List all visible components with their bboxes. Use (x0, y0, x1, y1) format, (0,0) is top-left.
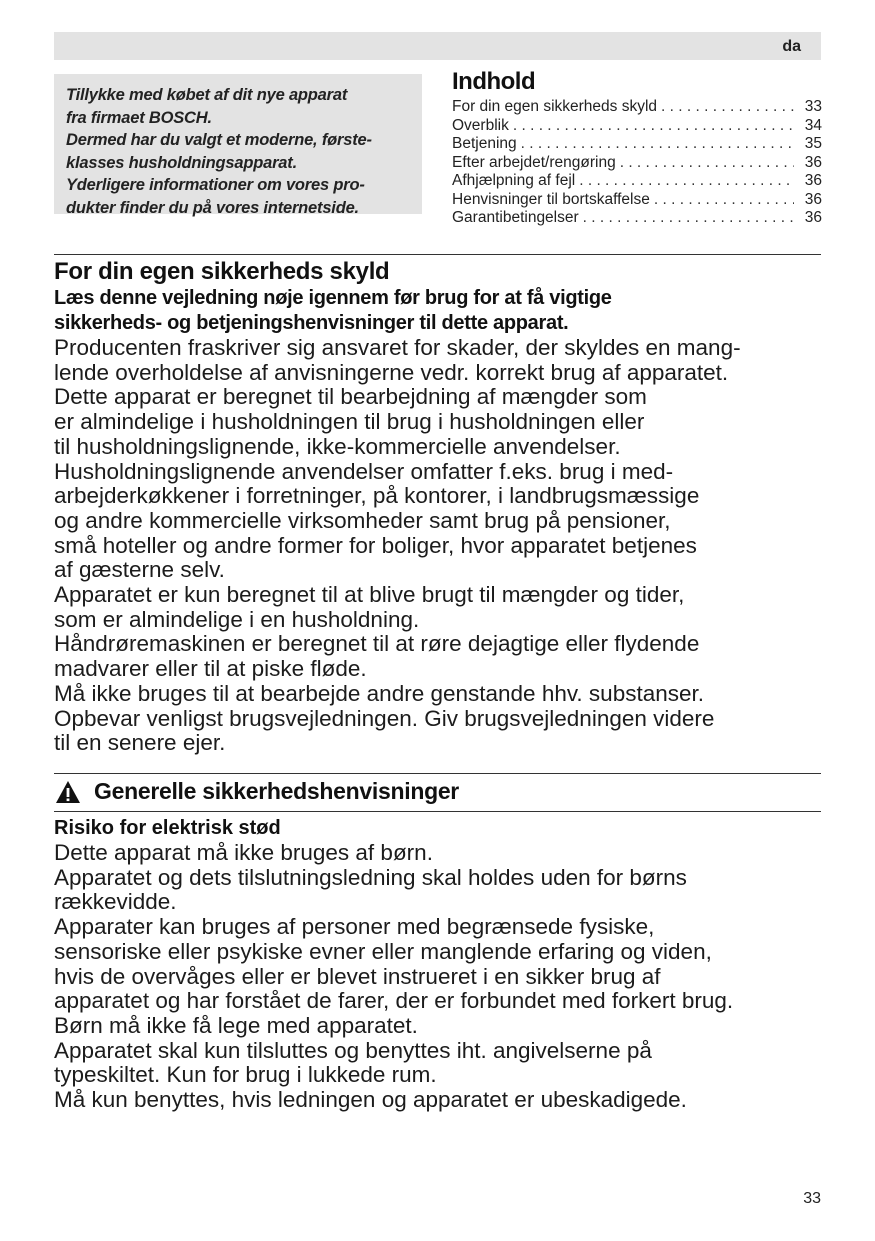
toc-entry-page: 34 (804, 116, 822, 134)
safety-body: Producenten fraskriver sig ansvaret for skader, der skyldes en mang- lende overholdelse af anvisningerne vedr. korrekt brug af apparatet. Dette apparat er beregnet til bearbejdning af mængder som er almindelige i husholdningen til brug i husholdningen eller til husholdningslignende, ikke-kommercielle anvendelser. Husholdningslignende anvendelser omfatter f.eks. brug i med- arbejderkøkkener i forretninger, på kontorer, i landbrugsmæssige og andre kommercielle virksomheder samt brug på pensioner, små hoteller og andre former for boliger, hvor apparatet betjenes af gæsterne selv. Apparatet er kun beregnet til at blive brugt til mængder og tider, som er almindelige i en husholdning. Håndrøremaskinen er beregnet til at røre dejagtige eller flydende madvarer eller til at piske fløde. Må ikke bruges til at bearbejde andre genstande hhv. substanser. Opbevar venligst brugsvejledningen. Giv brugsvejledningen videre til en senere ejer. (54, 335, 741, 756)
section-heading: For din egen sikkerheds skyld (54, 258, 390, 285)
toc-title: Indhold (452, 68, 536, 95)
section-divider (54, 773, 821, 774)
toc-entry-page: 35 (804, 135, 822, 152)
section-divider (54, 811, 821, 812)
general-body: Dette apparat må ikke bruges af børn. Apparatet og dets tilslutningsledning skal holdes uden for børns rækkevidde. Apparater kan bruges af personer med begrænsede fysiske, sensoriske eller psykiske evner eller manglende erfaring og viden, hvis de overvåges eller er blevet instrueret i en sikker brug af apparatet og har forstået de farer, der er forbundet med forkert brug. Børn må ikke få lege med apparatet. Apparatet skal kun tilsluttes og benyttes iht. angivelserne på typeskiltet. Kun for brug i lukkede rum. Må kun benyttes, hvis ledningen og apparatet er ubeskadigede. (54, 840, 734, 1113)
toc-entry-page: 33 (804, 98, 822, 115)
toc-entry[interactable] (452, 135, 822, 154)
general-safety-heading (54, 778, 459, 805)
sub-heading: Risiko for elektrisk stød (54, 817, 281, 839)
general-heading-text: Generelle sikkerhedshenvisninger (94, 778, 459, 804)
toc-entry[interactable] (452, 172, 822, 191)
section-divider (54, 254, 821, 255)
toc-entry-title: Overblik (452, 116, 509, 134)
page-number: 33 (803, 1190, 821, 1207)
toc-entry[interactable] (452, 117, 822, 136)
language-bar (54, 32, 821, 60)
welcome-text: Tillykke med købet af dit nye apparat fra firmaet BOSCH. Dermed har du valgt et moderne, første- klasses husholdningsapparat. Yderligere informationer om vores pro- dukter finder du på vores internetside. (66, 86, 372, 217)
warning-triangle-icon (54, 779, 82, 805)
safety-lead: Læs denne vejledning nøje igennem før brug for at få vigtige sikkerheds- og betjeningshenvisninger til dette apparat. (54, 287, 612, 334)
toc-entry-title: Betjening (452, 135, 517, 152)
language-code: da (782, 38, 801, 55)
toc-entry-title: Efter arbejdet/rengøring (452, 153, 616, 171)
welcome-box (54, 74, 422, 217)
toc-entry-page: 36 (804, 153, 822, 171)
toc-entry[interactable] (452, 154, 822, 173)
toc-entry-page: 36 (804, 209, 822, 226)
safety-section (54, 258, 829, 756)
table-of-contents (452, 68, 822, 228)
toc-entry-title: For din egen sikkerheds skyld (452, 98, 658, 115)
toc-entry[interactable] (452, 191, 822, 210)
toc-entry-title: Garantibetingelser (452, 209, 579, 226)
toc-entry[interactable] (452, 98, 822, 117)
toc-entry[interactable] (452, 209, 822, 228)
toc-entry-page: 36 (804, 190, 822, 208)
toc-entry-title: Henvisninger til bortskaffelse (452, 190, 650, 208)
toc-entry-title: Afhjælpning af fejl (452, 172, 576, 189)
toc-entry-page: 36 (804, 172, 822, 189)
electric-shock-section (54, 816, 829, 1113)
